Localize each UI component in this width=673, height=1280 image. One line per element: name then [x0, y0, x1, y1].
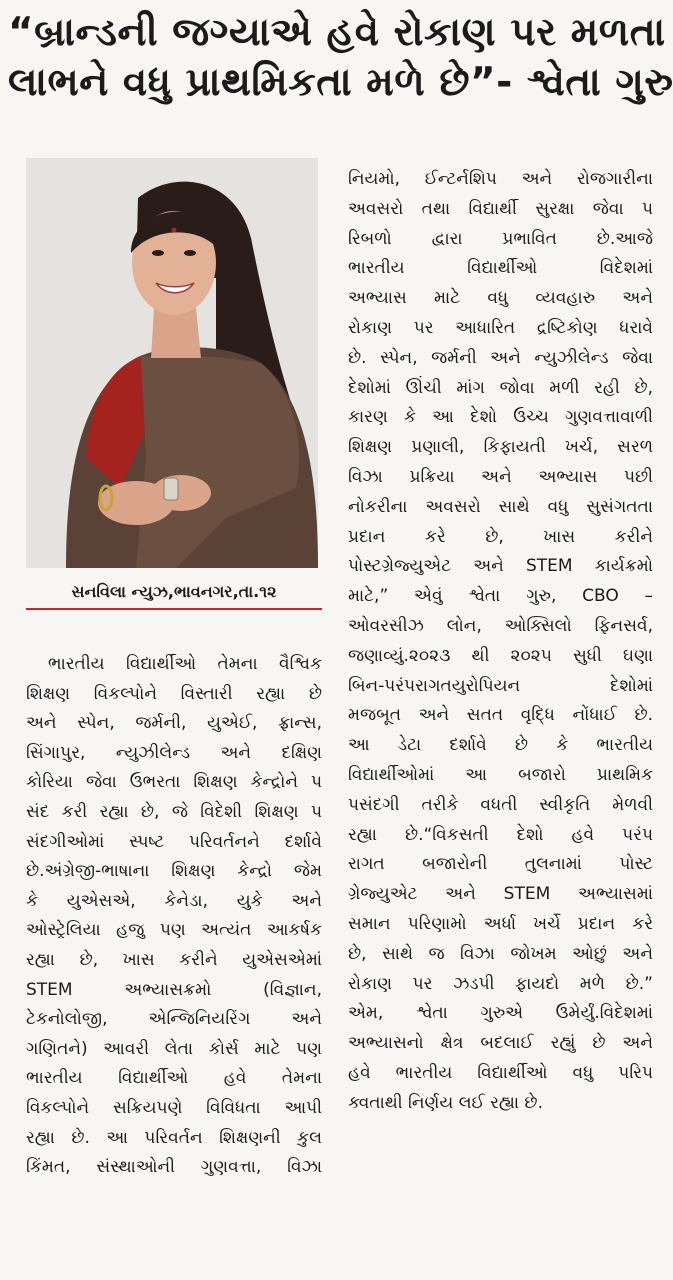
right-line: રિબળો દ્વારા પ્રભાવિત છે.આજે: [348, 228, 653, 249]
photo-block: [26, 158, 322, 610]
left-line: STEM અભ્યાસક્રમો (વિજ્ઞાન,: [26, 979, 322, 1000]
left-line: ભારતીય વિદ્યાર્થીઓ હવે તેમના: [26, 1068, 322, 1089]
right-line: છે. સ્પેન, જર્મની અને ન્યુઝીલેન્ડ જેવા: [348, 347, 653, 368]
right-line: પ્રદાન કરે છે, ખાસ કરીને: [348, 526, 653, 547]
left-line: ભારતીય વિદ્યાર્થીઓ તેમના વૈશ્વિક: [48, 654, 322, 674]
right-line: ભારતીય વિદ્યાર્થીઓ વિદેશમાં: [348, 258, 653, 279]
right-line: આ ડેટા દર્શાવે છે કે ભારતીય: [348, 735, 653, 756]
right-line: જણાવ્યું.૨૦૨૩ થી ૨૦૨૫ સુધી ઘણા: [348, 645, 653, 666]
portrait-illustration: [26, 158, 318, 568]
right-line: એમ, શ્વેતા ગુરુએ ઉમેર્યું.વિદેશમાં: [348, 1003, 653, 1024]
right-line: માટે,” એવું શ્વેતા ગુરુ, CBO –: [348, 586, 653, 607]
right-line: રાગત બજારોની તુલનામાં પોસ્ટ: [348, 854, 653, 875]
headline-line-2: લાભને વધુ પ્રાથમિકતા મળે છે”- શ્વેતા ગુરુ: [8, 59, 673, 105]
left-line: કે યુએસએ, કેનેડા, યુકે અને: [26, 890, 322, 911]
right-line: પસંદગી તરીકે વધતી સ્વીકૃતિ મેળવી: [348, 794, 653, 815]
right-line: સમાન પરિણામો અર્ધા ખર્ચે પ્રદાન કરે: [348, 913, 653, 934]
left-line: રહ્યા છે. આ પરિવર્તન શિક્ષણની કુલ: [26, 1127, 322, 1148]
headline: [8, 8, 673, 108]
right-line: છે, સાથે જ વિઝા જોખમ ઓછું અને: [348, 943, 653, 964]
right-line: કારણ કે આ દેશો ઉચ્ચ ગુણવત્તાવાળી: [348, 407, 653, 428]
right-line: દેશોમાં ઊંચી માંગ જોવા મળી રહી છે,: [348, 377, 653, 398]
right-line: વિદ્યાર્થીઓમાં આ બજારો પ્રાથમિક: [348, 764, 653, 785]
right-line: અભ્યાસ માટે વધુ વ્યવહારુ અને: [348, 288, 653, 309]
right-line: હવે ભારતીય વિદ્યાર્થીઓ વધુ પરિપ: [348, 1062, 653, 1083]
right-line: પોસ્ટગ્રેજ્યુએટ અને STEM કાર્યક્રમો: [348, 556, 653, 577]
dateline: સનવિલા ન્યુઝ,ભાવનગર,તા.૧૨: [26, 582, 322, 610]
headline-line-1: “બ્રાન્ડની જગ્યાએ હવે રોકાણ પર મળતા: [8, 10, 666, 55]
left-line: શિક્ષણ વિકલ્પોને વિસ્તારી રહ્યા છે: [26, 683, 322, 704]
left-line: છે.અંગ્રેજી-ભાષાના શિક્ષણ કેન્દ્રો જેમ: [26, 861, 322, 882]
left-line: અને સ્પેન, જર્મની, યુએઈ, ફ્રાન્સ,: [26, 713, 322, 734]
right-line: ઓવરસીઝ લોન, ઓક્સિલો ફિનસર્વ,: [348, 615, 653, 636]
right-line: રોકાણ પર આધારિત દ્રષ્ટિકોણ ધરાવે: [348, 317, 653, 338]
right-line: રોકાણ પર ઝડપી ફાયદો મળે છે.”: [348, 973, 653, 994]
left-column-text: [26, 650, 322, 1183]
left-line: કિંમત, સંસ્થાઓની ગુણવત્તા, વિઝા: [26, 1157, 322, 1178]
right-line: શિક્ષણ પ્રણાલી, કિફાયતી ખર્ચ, સરળ: [348, 437, 653, 458]
left-line: સંદ કરી રહ્યા છે, જે વિદેશી શિક્ષણ પ: [26, 801, 322, 822]
left-line: કોરિયા જેવા ઉભરતા શિક્ષણ કેન્દ્રોને પ: [26, 772, 322, 793]
right-line: નોકરીના અવસરો સાથે વધુ સુસંગતતા: [348, 496, 653, 517]
right-line: ગ્રેજ્યુએટ અને STEM અભ્યાસમાં: [348, 884, 653, 905]
left-line: ઓસ્ટ્રેલિયા હજુ પણ અત્યંત આકર્ષક: [26, 920, 322, 941]
left-line: સંદગીઓમાં સ્પષ્ટ પરિવર્તનને દર્શાવે: [26, 831, 322, 852]
left-line: ટેકનોલોજી, એન્જિનિયરિંગ અને: [26, 1009, 322, 1030]
left-line: વિકલ્પોને સક્રિયપણે વિવિધતા આપી: [26, 1097, 322, 1118]
left-line: ગણિતને) આવરી લેતા કોર્સ માટે પણ: [26, 1038, 322, 1059]
right-line: બિન-પરંપરાગતયુરોપિયન દેશોમાં: [348, 675, 653, 696]
right-line: અવસરો તથા વિદ્યાર્થી સુરક્ષા જેવા પ: [348, 198, 653, 219]
right-line: અભ્યાસનો ક્ષેત્ર બદલાઈ રહ્યું છે અને: [348, 1033, 653, 1054]
right-line: વિઝા પ્રક્રિયા અને અભ્યાસ પછી: [348, 466, 653, 487]
portrait-photo: [26, 158, 318, 568]
right-line: ક્વતાથી નિર્ણય લઈ રહ્યા છે.: [348, 1092, 543, 1113]
left-line: રહ્યા છે, ખાસ કરીને યુએસએમાં: [26, 949, 322, 970]
right-line: નિયમો, ઈન્ટર્નશિપ અને રોજગારીના: [348, 169, 653, 189]
right-column-text: [348, 165, 653, 1119]
left-line: સિંગાપુર, ન્યુઝીલેન્ડ અને દક્ષિણ: [26, 742, 322, 763]
right-line: રહ્યા છે.“વિકસતી દેશો હવે પરંપ: [348, 824, 653, 845]
right-line: મજબૂત અને સતત વૃદ્ધિ નોંધાઈ છે.: [348, 705, 653, 726]
